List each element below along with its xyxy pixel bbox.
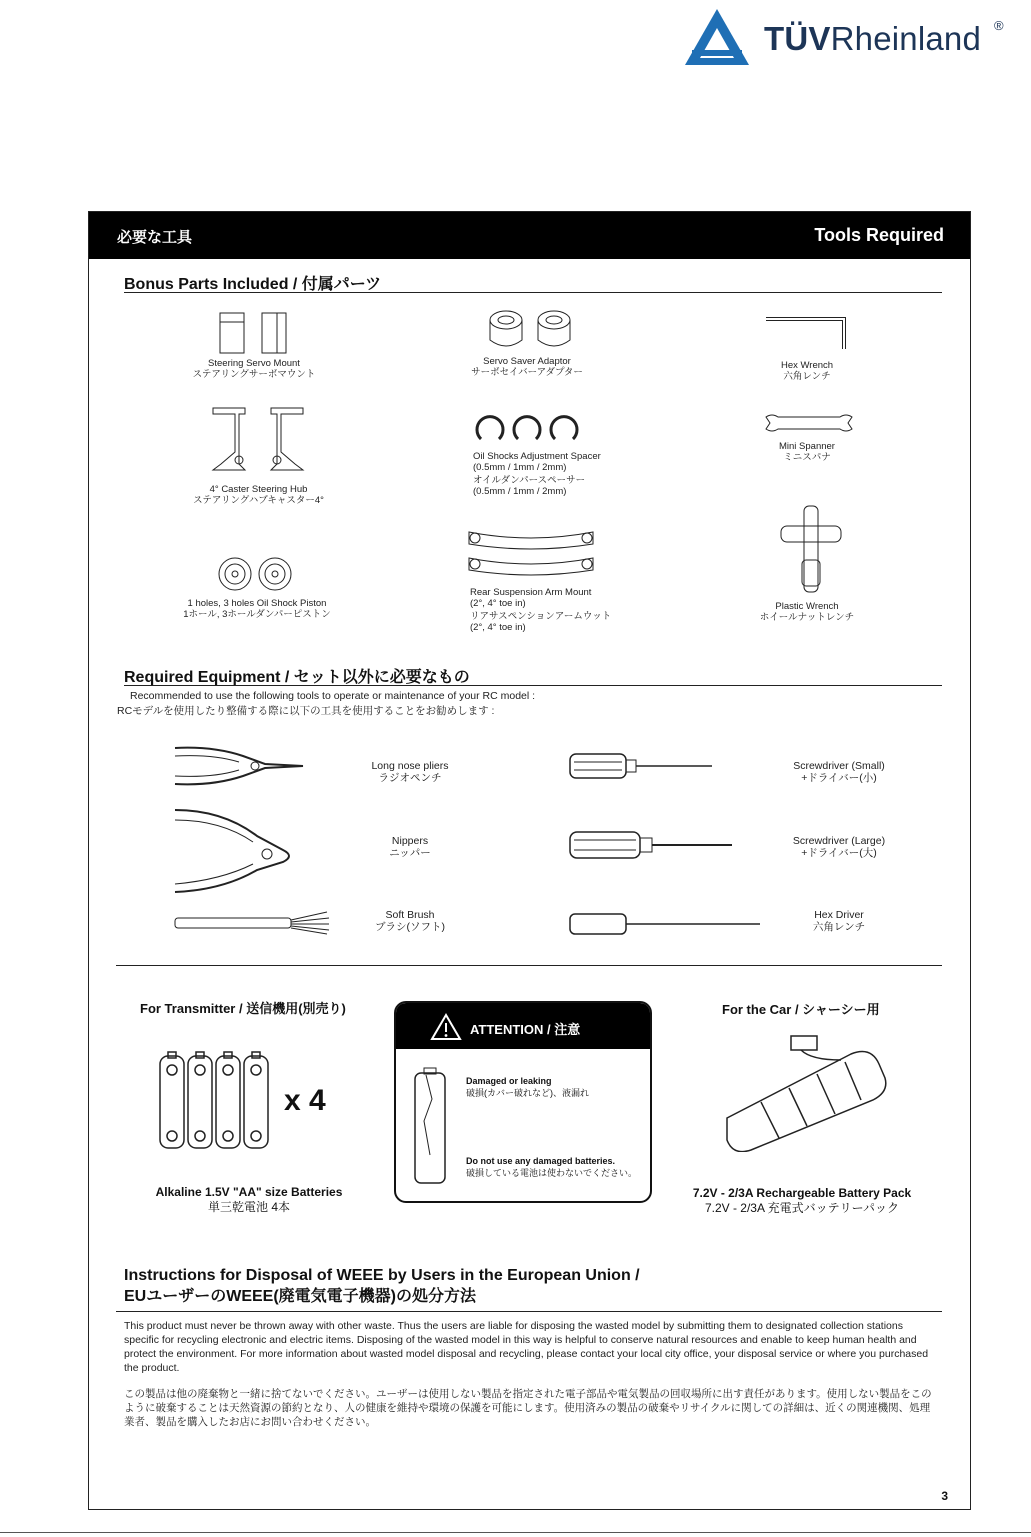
logo-brand: TÜVRheinland — [764, 20, 982, 57]
battery-count: x 4 — [284, 1084, 326, 1117]
required-note-en: Recommended to use the following tools to operate or maintenance of your RC model : — [130, 690, 536, 702]
tool-nippers: Nippers ニッパー — [389, 835, 431, 859]
steering-servo-mount-image — [217, 310, 292, 356]
logo-registered: ® — [994, 18, 1004, 33]
attention-header — [396, 1003, 650, 1049]
part-caster-steering-hub: 4° Caster Steering Hub ステアリングハブキャスター4° — [193, 484, 324, 506]
caster-steering-hub-image — [211, 404, 306, 476]
part-steering-servo-mount: Steering Servo Mount ステアリングサーボマウント — [192, 358, 316, 380]
damaged-battery-image — [412, 1065, 448, 1187]
bottom-rule — [0, 1532, 1031, 1533]
warning-icon — [430, 1013, 462, 1041]
oil-shock-spacer-image — [471, 407, 581, 447]
nippers-image — [173, 806, 303, 896]
header-title-jp: 必要な工具 — [117, 228, 193, 246]
weee-divider — [116, 1311, 942, 1312]
servo-saver-adaptor-image — [481, 304, 581, 356]
tool-screwdriver-small: Screwdriver (Small) +ドライバー(小) — [793, 760, 885, 784]
required-note-jp: RCモデルを使用したり整備する際に以下の工具を使用することをお勧めします : — [117, 705, 495, 717]
rear-suspension-arm-mount-image — [461, 524, 601, 580]
tool-screwdriver-large: Screwdriver (Large) +ドライバー(大) — [792, 835, 886, 859]
part-servo-saver-adaptor: Servo Saver Adaptor サーボセイバーアダプター — [471, 356, 583, 378]
tool-long-nose-pliers: Long nose pliers ラジオペンチ — [371, 760, 449, 784]
oil-shock-piston-image — [217, 555, 297, 593]
bonus-section-title: Bonus Parts Included / 付属パーツ — [124, 276, 382, 293]
part-mini-spanner: Mini Spanner ミニスパナ — [779, 441, 835, 463]
plastic-wrench-image — [777, 504, 845, 594]
transmitter-title: For Transmitter / 送信機用(別売り) — [140, 1001, 346, 1016]
required-section-title: Required Equipment / セット以外に必要なもの — [124, 669, 470, 686]
transmitter-battery-caption: Alkaline 1.5V "AA" size Batteries 単三乾電池 4本 — [155, 1185, 343, 1214]
page-number: 3 — [941, 1489, 948, 1503]
part-hex-wrench: Hex Wrench 六角レンチ — [780, 360, 834, 382]
attention-damaged: Damaged or leaking 破損(カバー破れなど)、液漏れ — [466, 1076, 589, 1098]
mini-spanner-image — [764, 412, 854, 434]
car-title: For the Car / シャーシー用 — [722, 1002, 880, 1017]
screwdriver-large-image — [568, 829, 738, 861]
screwdriver-small-image — [568, 750, 718, 782]
weee-body-en: This product must never be thrown away with other waste. Thus the users are liable for disposing the wasted model by submitting them to designated collection stations specific for recycling electronic and electric items. Disposing of the wasted model in this way is helpful to conserve natural resources and enable to keep human health and protect the environment. For more information about wasted model disposal and recycling, please contact your local city office, your disposal service or where you purchased the product. — [124, 1320, 929, 1374]
bonus-divider — [124, 292, 942, 293]
hex-driver-image — [568, 912, 764, 936]
weee-title: Instructions for Disposal of WEEE by Users in the European Union / EUユーザーのWEEE(廃電気電子機器)の処分方法 — [124, 1267, 640, 1305]
weee-body-jp: この製品は他の廃棄物と一緒に捨てないでください。ユーザーは使用しない製品を指定された電子部品や電気製品の回収場所に出す責任があります。使用しない製品をこのように破棄することは天然資源の節約となり、人の健康を維持や環境の保護を可能にします。使用済みの製品の破棄やリサイクルに関しての詳細は、近くの関連機関、処理業者、製品を購入したお店にお問い合わせください。 — [124, 1388, 932, 1428]
attention-box — [394, 1001, 652, 1203]
part-rear-suspension-arm-mount: Rear Suspension Arm Mount (2°, 4° toe in) リアサスペンションアームウット (2°, 4° toe in) — [470, 587, 612, 633]
equipment-bottom-divider — [116, 965, 942, 966]
attention-title: ATTENTION / 注意 — [470, 1022, 581, 1037]
tuv-rheinland-logo — [682, 6, 1012, 68]
tool-soft-brush: Soft Brush ブラシ(ソフト) — [375, 909, 445, 933]
header-bar — [89, 212, 970, 259]
car-battery-caption: 7.2V - 2/3A Rechargeable Battery Pack 7.2V - 2/3A 充電式バッテリーパック — [692, 1186, 912, 1215]
soft-brush-image — [173, 910, 333, 936]
hex-wrench-image — [764, 315, 854, 353]
page-frame — [88, 211, 971, 1510]
attention-do-not-use: Do not use any damaged batteries. 破損している電池は使わないでください。 — [466, 1156, 638, 1178]
required-divider — [124, 685, 942, 686]
part-plastic-wrench: Plastic Wrench ホイールナットレンチ — [759, 601, 855, 623]
part-oil-shocks-spacer: Oil Shocks Adjustment Spacer (0.5mm / 1mm / 2mm) オイルダンパースペーサー (0.5mm / 1mm / 2mm) — [473, 451, 601, 497]
aa-batteries-image — [157, 1050, 275, 1152]
header-title-en: Tools Required — [814, 225, 944, 245]
long-nose-pliers-image — [173, 742, 305, 790]
tool-hex-driver: Hex Driver 六角レンチ — [812, 909, 866, 933]
part-oil-shock-piston: 1 holes, 3 holes Oil Shock Piston 1ホール, 3ホールダンパーピストン — [183, 598, 331, 620]
battery-pack-image — [721, 1030, 891, 1152]
tuv-triangle-icon — [682, 6, 752, 68]
